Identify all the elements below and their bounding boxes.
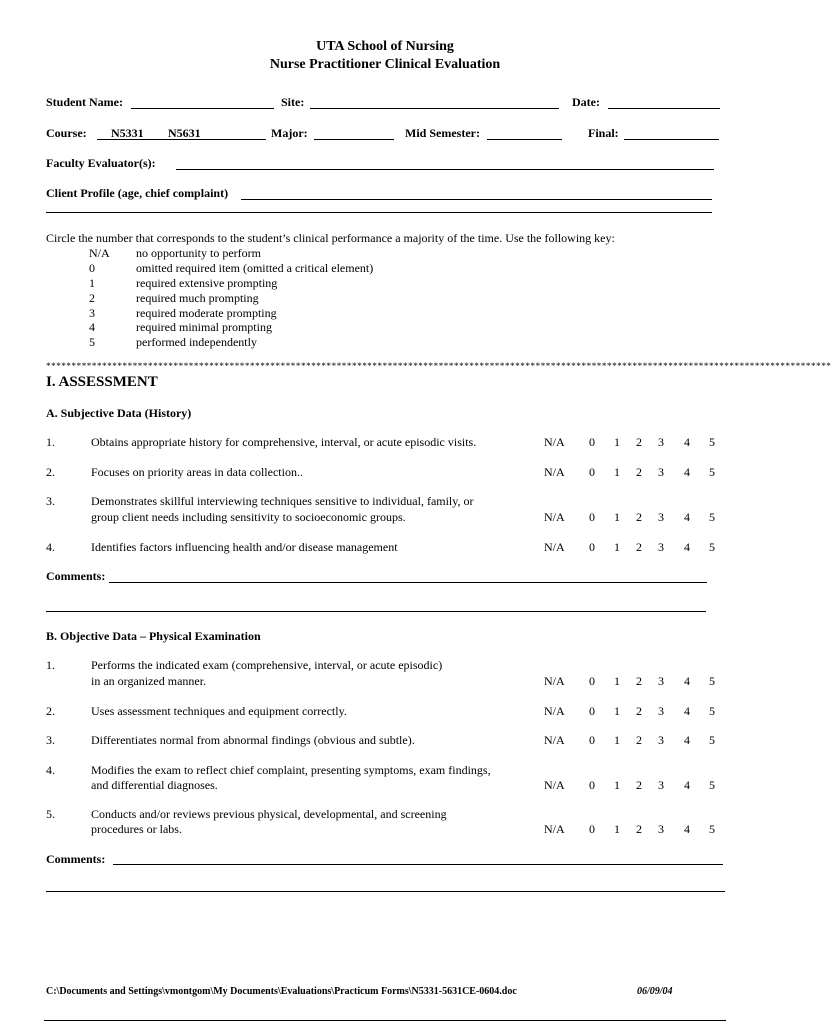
rating-option-1[interactable]: 1 [614,704,620,718]
key-code: 3 [89,306,95,320]
item-text-line2: procedures or labs. [91,822,182,836]
key-description: required moderate prompting [136,306,277,320]
rating-option-3[interactable]: 3 [658,704,664,718]
item-number: 2. [46,465,55,479]
rating-option-0[interactable]: 0 [589,465,595,479]
major-field[interactable] [314,139,394,140]
comments-label-text: Comments [46,569,102,583]
rating-option-4[interactable]: 4 [684,822,690,836]
rating-option-1[interactable]: 1 [614,822,620,836]
key-code: N/A [89,246,110,260]
item-number: 1. [46,658,55,672]
comments-field[interactable] [113,864,723,865]
key-description: required much prompting [136,291,259,305]
item-number: 4. [46,540,55,554]
rating-option-4[interactable]: 4 [684,674,690,688]
rating-option-0[interactable]: 0 [589,674,595,688]
major-label: Major: [271,126,308,140]
item-text: Conducts and/or reviews previous physical, developmental, and screening [91,807,447,821]
footer-date: 06/09/04 [637,986,673,997]
course-option-n5331[interactable]: N5331 [111,126,144,140]
item-text: Differentiates normal from abnormal findings (obvious and subtle). [91,733,415,747]
comments-field-line2[interactable] [46,611,706,612]
rating-option-1[interactable]: 1 [614,778,620,792]
rating-option-1[interactable]: 1 [614,674,620,688]
rating-option-4[interactable]: 4 [684,778,690,792]
comments-label: Comments: [46,852,106,866]
rating-option-5[interactable]: 5 [709,822,715,836]
rating-option-2[interactable]: 2 [636,674,642,688]
site-label: Site: [281,95,305,109]
item-text: Uses assessment techniques and equipment correctly. [91,704,347,718]
student-name-field[interactable] [131,108,274,109]
item-text: Obtains appropriate history for comprehensive, interval, or acute episodic visits. [91,435,477,449]
rating-option-4[interactable]: 4 [684,540,690,554]
rating-option-3[interactable]: 3 [658,674,664,688]
site-field[interactable] [310,108,559,109]
faculty-evaluator-field[interactable] [176,169,714,170]
key-description: performed independently [136,335,257,349]
rating-option-2[interactable]: 2 [636,510,642,524]
rating-option-1[interactable]: 1 [614,540,620,554]
rating-option-4[interactable]: 4 [684,704,690,718]
rating-option-2[interactable]: 2 [636,733,642,747]
item-number: 3. [46,733,55,747]
rating-option-4[interactable]: 4 [684,733,690,747]
rating-option-3[interactable]: 3 [658,778,664,792]
rating-option-1[interactable]: 1 [614,733,620,747]
rating-option-na[interactable]: N/A [544,435,565,449]
item-number: 1. [46,435,55,449]
rating-option-1[interactable]: 1 [614,435,620,449]
mid-semester-field[interactable] [487,139,562,140]
rating-option-3[interactable]: 3 [658,733,664,747]
rating-option-na[interactable]: N/A [544,465,565,479]
item-text: Performs the indicated exam (comprehensive, interval, or acute episodic) [91,658,443,672]
item-text-line2: and differential diagnoses. [91,778,218,792]
rating-option-na[interactable]: N/A [544,674,565,688]
rating-option-na[interactable]: N/A [544,704,565,718]
rating-option-0[interactable]: 0 [589,435,595,449]
rating-option-3[interactable]: 3 [658,822,664,836]
final-label: Final: [588,126,619,140]
rating-option-4[interactable]: 4 [684,510,690,524]
separator-stars: ********************************************************************************************************************************************************** [46,361,831,371]
key-description: required minimal prompting [136,320,272,334]
key-code: 5 [89,335,95,349]
item-text: Modifies the exam to reflect chief complaint, presenting symptoms, exam findings, [91,763,491,777]
rating-option-0[interactable]: 0 [589,510,595,524]
mid-semester-label: Mid Semester: [405,126,480,140]
rating-option-5[interactable]: 5 [709,510,715,524]
client-profile-field-line2[interactable] [46,212,712,213]
rating-option-0[interactable]: 0 [589,778,595,792]
rating-option-3[interactable]: 3 [658,510,664,524]
client-profile-label: Client Profile (age, chief complaint) [46,186,229,200]
key-description: required extensive prompting [136,276,278,290]
rating-option-5[interactable]: 5 [709,435,715,449]
comments-label-text: Comments [46,852,102,866]
comments-label: Comments: [46,569,106,583]
key-code: 2 [89,291,95,305]
rating-option-5[interactable]: 5 [709,540,715,554]
rating-option-5[interactable]: 5 [709,733,715,747]
course-option-n5631[interactable]: N5631 [168,126,201,140]
rating-option-0[interactable]: 0 [589,540,595,554]
key-description: omitted required item (omitted a critical element) [136,261,374,275]
student-name-label: Student Name: [46,95,123,109]
course-label: Course: [46,126,87,140]
key-code: 0 [89,261,95,275]
rating-option-5[interactable]: 5 [709,704,715,718]
item-text: Focuses on priority areas in data collection.. [91,465,303,479]
rating-option-2[interactable]: 2 [636,778,642,792]
rating-option-2[interactable]: 2 [636,540,642,554]
rating-option-5[interactable]: 5 [709,674,715,688]
rating-option-4[interactable]: 4 [684,435,690,449]
rating-option-na[interactable]: N/A [544,733,565,747]
rating-option-0[interactable]: 0 [589,733,595,747]
instructions-text: Circle the number that corresponds to the student’s clinical performance a majority of the time. Use the following key: [46,231,615,245]
rating-option-3[interactable]: 3 [658,435,664,449]
item-number: 4. [46,763,55,777]
date-label: Date: [572,95,600,109]
item-text-line2: in an organized manner. [91,674,207,688]
form-title: UTA School of Nursing [316,39,454,54]
rating-option-5[interactable]: 5 [709,778,715,792]
key-code: 4 [89,320,95,334]
rating-option-5[interactable]: 5 [709,465,715,479]
client-profile-field[interactable] [241,199,712,200]
item-text: Identifies factors influencing health and/or disease management [91,540,398,554]
rating-option-2[interactable]: 2 [636,822,642,836]
rating-option-na[interactable]: N/A [544,540,565,554]
rating-option-1[interactable]: 1 [614,510,620,524]
final-field[interactable] [624,139,719,140]
key-description: no opportunity to perform [136,246,261,260]
form-subtitle: Nurse Practitioner Clinical Evaluation [269,57,501,72]
comments-field-line2[interactable] [46,891,725,892]
comments-field[interactable] [109,582,707,583]
bottom-rule [44,1020,726,1021]
item-text-line2: group client needs including sensitivity to socioeconomic groups. [91,510,406,524]
item-number: 5. [46,807,55,821]
rating-option-na[interactable]: N/A [544,778,565,792]
key-code: 1 [89,276,95,290]
rating-option-na[interactable]: N/A [544,822,565,836]
rating-option-0[interactable]: 0 [589,704,595,718]
rating-option-1[interactable]: 1 [614,465,620,479]
item-text: Demonstrates skillful interviewing techniques sensitive to individual, family, or [91,494,474,508]
objective-data-heading: B. Objective Data – Physical Examination [46,629,261,643]
item-number: 2. [46,704,55,718]
item-number: 3. [46,494,55,508]
rating-option-0[interactable]: 0 [589,822,595,836]
footer-file-path: C:\Documents and Settings\vmontgom\My Documents\Evaluations\Practicum Forms\N5331-5631CE-0604.doc [46,986,517,997]
rating-option-2[interactable]: 2 [636,465,642,479]
date-field[interactable] [608,108,720,109]
rating-option-3[interactable]: 3 [658,540,664,554]
subjective-data-heading: A. Subjective Data (History) [46,406,192,420]
rating-option-na[interactable]: N/A [544,510,565,524]
rating-option-2[interactable]: 2 [636,435,642,449]
faculty-evaluator-label: Faculty Evaluator(s): [46,156,156,170]
section-assessment-heading: I. ASSESSMENT [46,374,158,390]
rating-option-2[interactable]: 2 [636,704,642,718]
rating-option-4[interactable]: 4 [684,465,690,479]
rating-option-3[interactable]: 3 [658,465,664,479]
